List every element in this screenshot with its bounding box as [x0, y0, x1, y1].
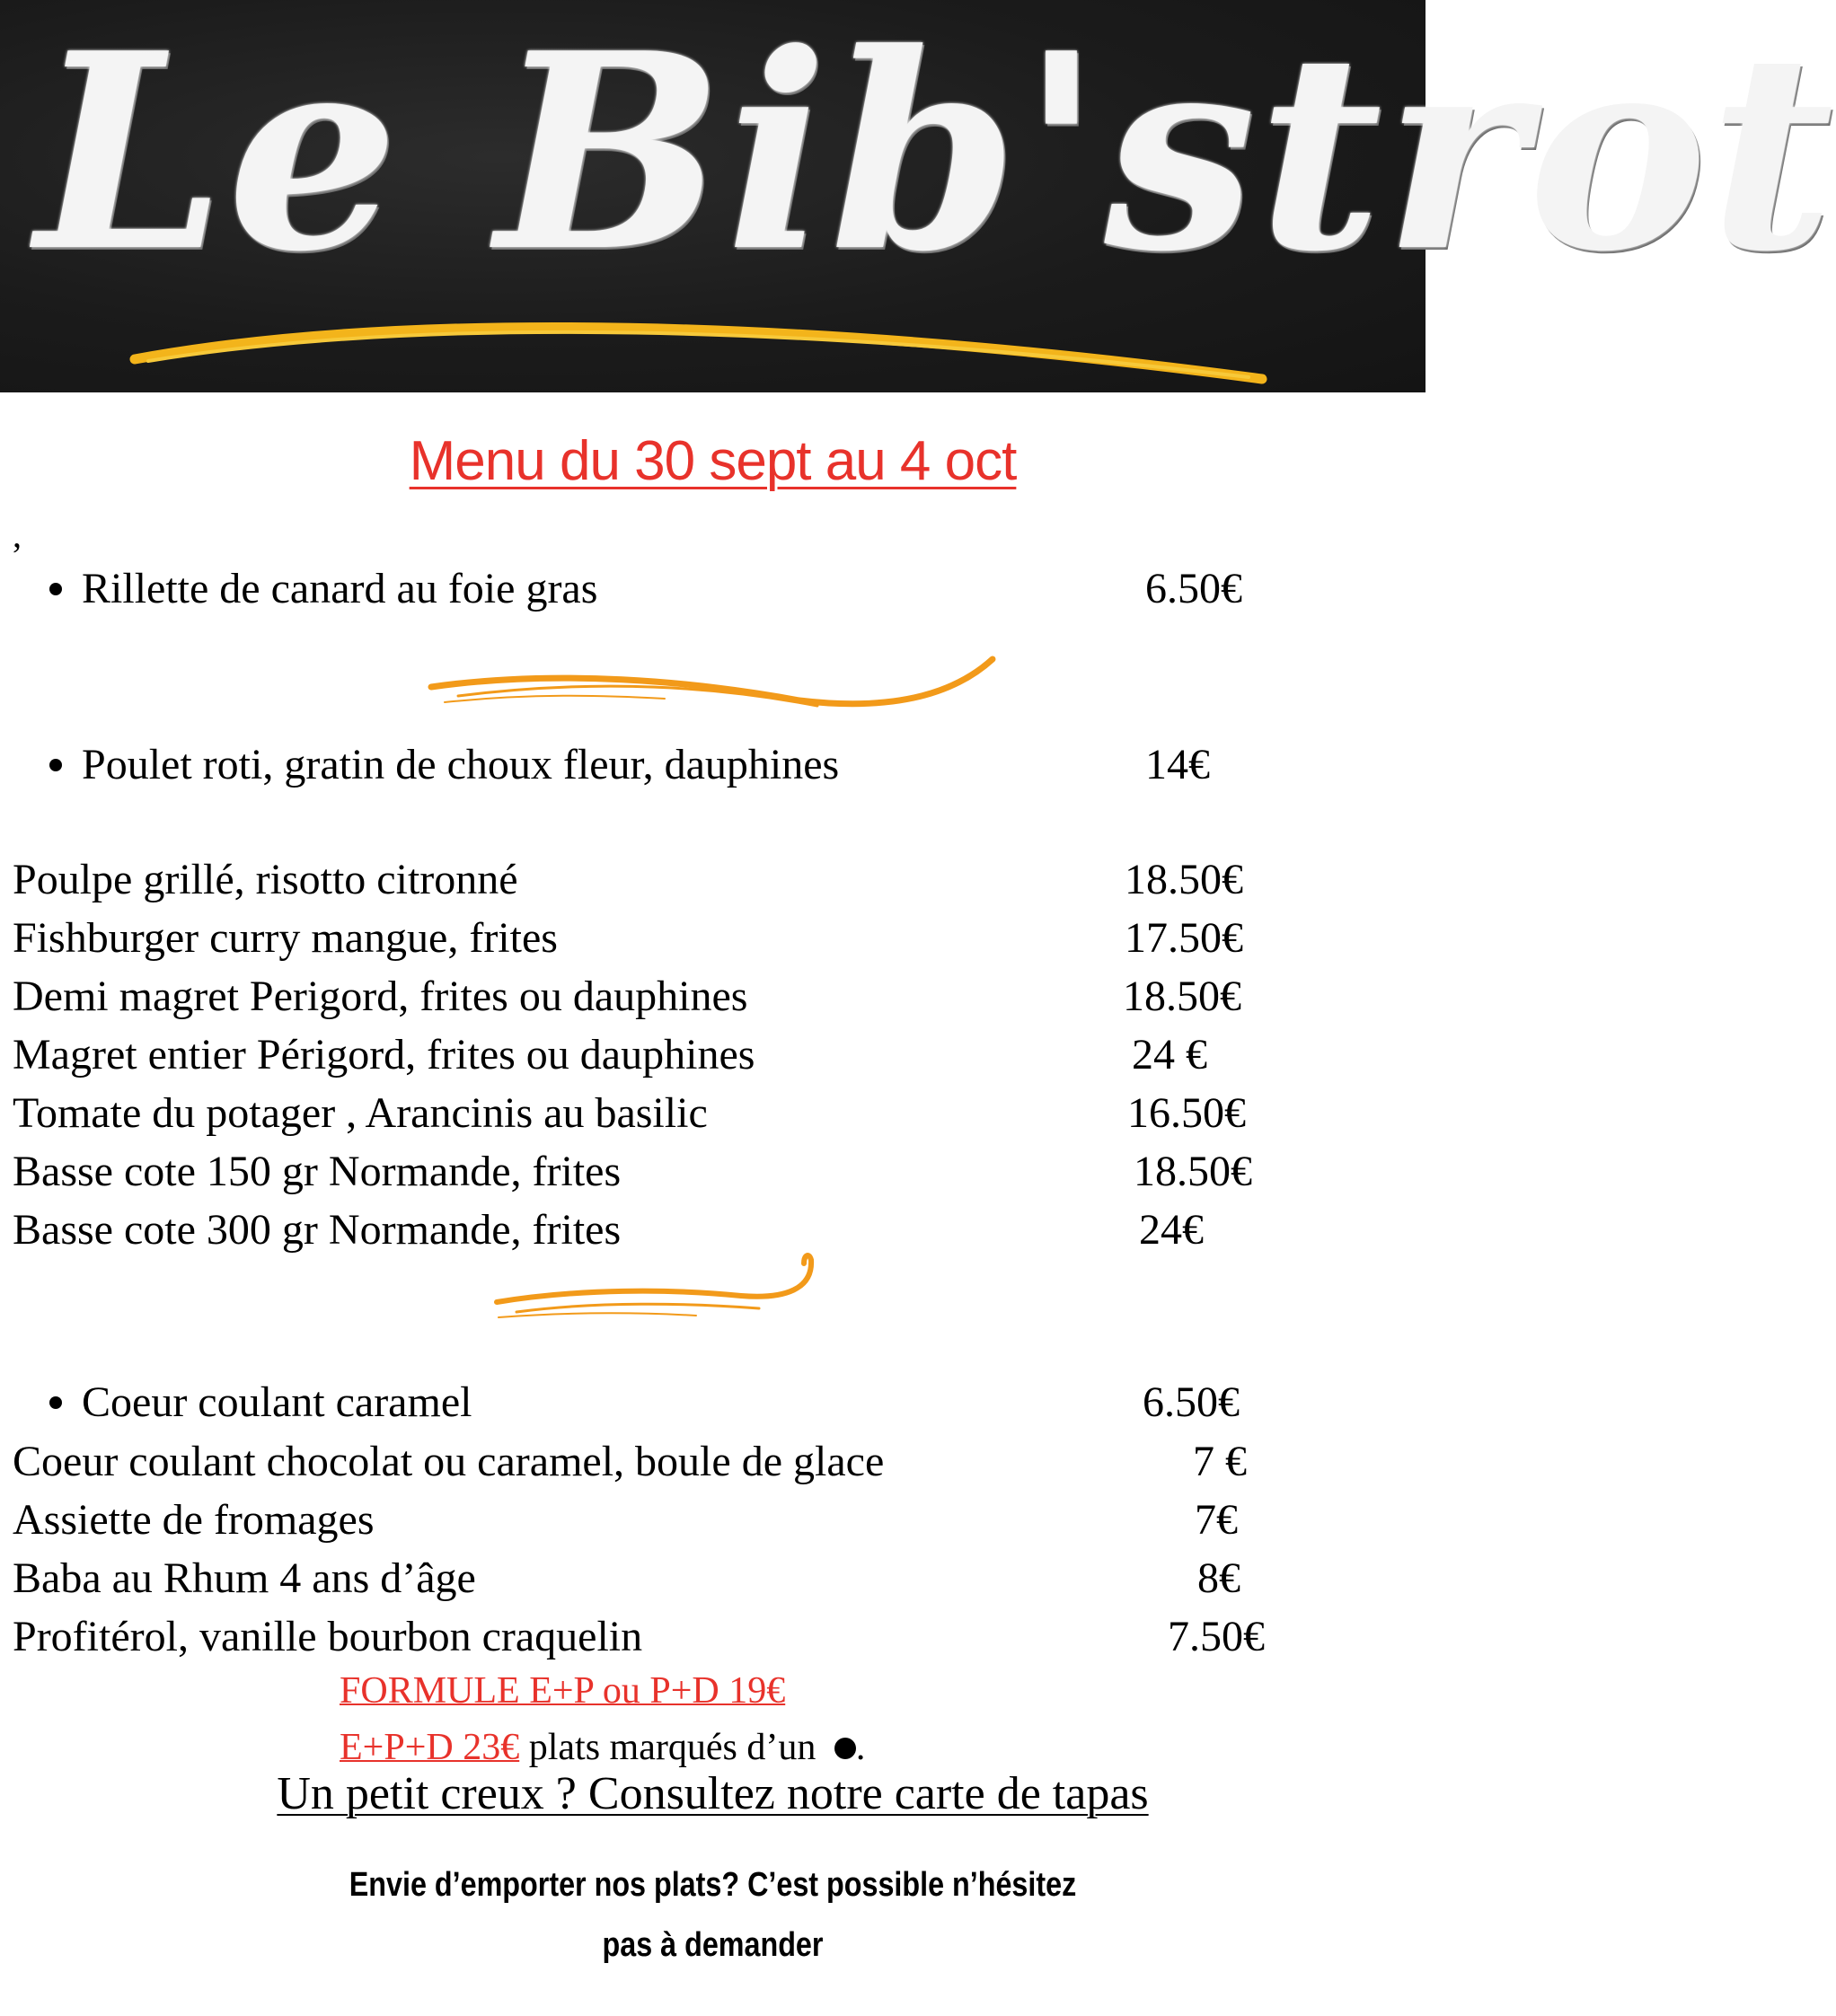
formule-line-1 — [340, 1666, 785, 1716]
menu-item-name: Rillette de canard au foie gras — [82, 565, 598, 612]
marker-dot-icon — [834, 1738, 856, 1759]
formule-line-2 — [340, 1722, 865, 1773]
menu-item-price: 16.50€ — [1127, 1089, 1246, 1137]
menu-item-plat: Fishburger curry mangue, frites — [13, 914, 558, 962]
menu-item-price: 24€ — [1139, 1206, 1204, 1254]
menu-item-price: 6.50€ — [1145, 565, 1242, 612]
formule-text: plats marqués d’un — [519, 1727, 825, 1768]
menu-item-name: Coeur coulant caramel — [82, 1378, 472, 1426]
menu-item-dessert: Profitérol, vanille bourbon craquelin — [13, 1613, 643, 1660]
stray-mark: , — [13, 515, 22, 555]
menu-item-price: 6.50€ — [1143, 1378, 1240, 1426]
bullet-icon — [49, 583, 62, 595]
bullet-icon — [49, 759, 62, 771]
menu-item-plat: Demi magret Perigord, frites ou dauphines — [13, 973, 748, 1020]
menu-item-price: 18.50€ — [1134, 1148, 1252, 1195]
menu-item-plat: Poulpe grillé, risotto citronné — [13, 856, 518, 903]
menu-item-dessert: Coeur coulant chocolat ou caramel, boule de glace — [13, 1438, 885, 1485]
formule-period: . — [855, 1727, 866, 1768]
menu-item-dessert: Assiette de fromages — [13, 1496, 375, 1544]
menu-item-price: 7 € — [1193, 1438, 1247, 1485]
formule-price: FORMULE E+P ou P+D 19€ — [340, 1670, 786, 1712]
takeaway-notice-line-1: Envie d’emporter nos plats? C’est possible n’hésitez — [349, 1866, 1077, 1904]
swirl-divider — [490, 1253, 831, 1325]
takeaway-notice-line-2: pas à demander — [602, 1926, 824, 1964]
menu-item-name: Poulet roti, gratin de choux fleur, dauphines — [82, 741, 840, 788]
menu-item-entree — [49, 562, 597, 616]
restaurant-logo: Le Bib'strot — [36, 0, 1836, 311]
menu-item-plat — [49, 738, 839, 792]
tapas-notice: Un petit creux ? Consultez notre carte de tapas — [277, 1768, 1149, 1819]
menu-item-price: 7.50€ — [1168, 1613, 1265, 1660]
menu-item-price: 18.50€ — [1123, 973, 1241, 1020]
menu-title: Menu du 30 sept au 4 oct — [409, 430, 1017, 492]
menu-item-price: 8€ — [1197, 1554, 1240, 1602]
menu-item-price: 18.50€ — [1125, 856, 1243, 903]
menu-item-plat: Basse cote 300 gr Normande, frites — [13, 1206, 622, 1254]
menu-item-dessert: Baba au Rhum 4 ans d’âge — [13, 1554, 476, 1602]
swirl-divider — [422, 647, 997, 714]
menu-item-price: 7€ — [1195, 1496, 1238, 1544]
menu-item-plat: Basse cote 150 gr Normande, frites — [13, 1148, 622, 1195]
bullet-icon — [49, 1396, 62, 1409]
menu-item-price: 17.50€ — [1125, 914, 1243, 962]
header-banner — [0, 0, 1836, 392]
menu-item-plat: Tomate du potager , Arancinis au basilic — [13, 1089, 708, 1137]
menu-item-price: 24 € — [1132, 1031, 1207, 1078]
formule-price-full: E+P+D 23€ — [340, 1727, 520, 1768]
menu-item-plat: Magret entier Périgord, frites ou dauphines — [13, 1031, 755, 1078]
menu-item-price: 14€ — [1145, 741, 1210, 788]
menu-item-dessert — [49, 1376, 472, 1430]
logo-underline-swash — [0, 0, 1836, 392]
